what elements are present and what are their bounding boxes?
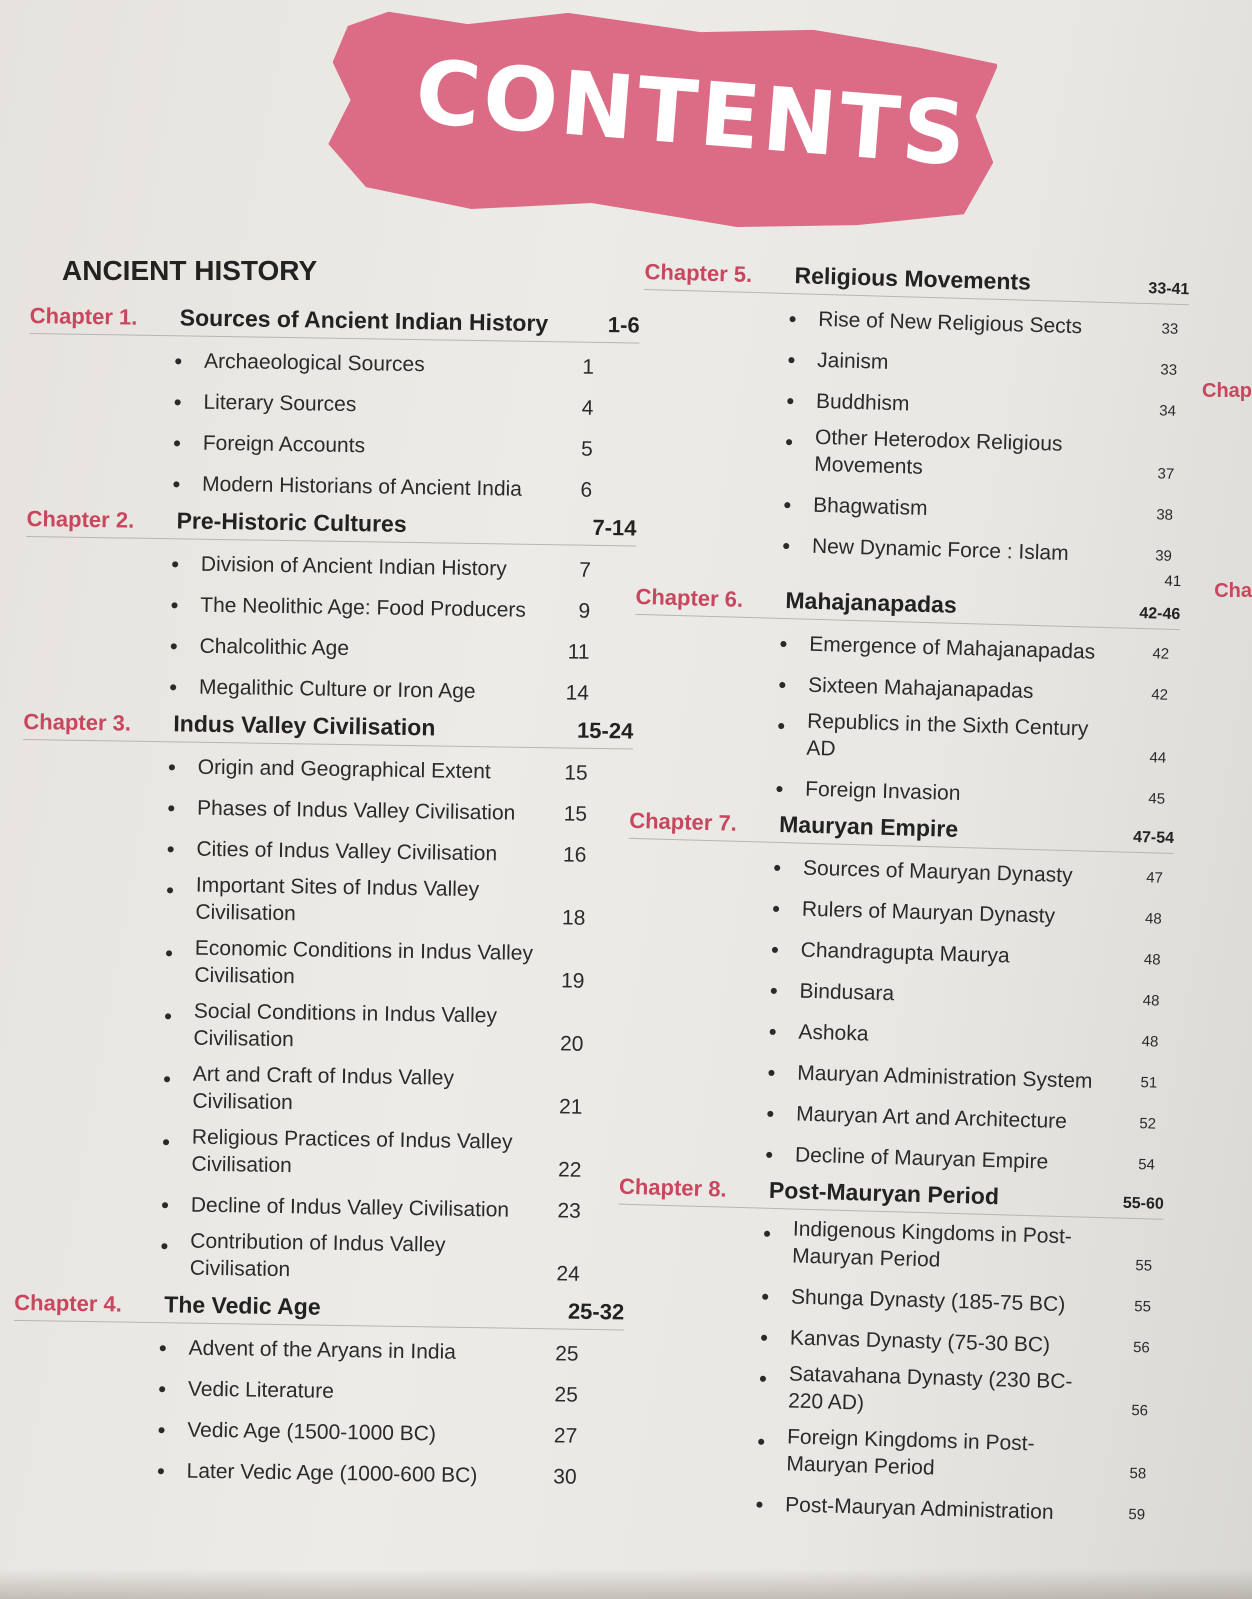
topic-page-number: 52 (1139, 1115, 1157, 1133)
chapter-number: Chapter 5. (644, 258, 753, 287)
topic-page-number: 4 (581, 396, 594, 420)
topic-item (760, 1278, 1162, 1320)
topic-item (788, 301, 1189, 343)
chapter-page-range: 15-24 (576, 717, 634, 744)
topic-list (620, 845, 1174, 1179)
topic-page-number: 55 (1133, 1298, 1152, 1316)
topic-item (784, 424, 1185, 488)
topic-title: Rulers of Mauryan Dynasty (801, 897, 1056, 928)
topic-item (762, 1216, 1163, 1280)
topic-item (157, 1371, 623, 1410)
topic-page-number: 23 (557, 1199, 581, 1223)
topic-page-number: 59 (1128, 1505, 1146, 1524)
topic-item (170, 587, 635, 626)
topic-title: Megalithic Culture or Iron Age (198, 675, 476, 704)
bullet-icon: ● (782, 495, 792, 513)
topic-page-number: 45 (1148, 790, 1166, 808)
topic-page-number: 18 (561, 906, 586, 930)
bullet-icon: ● (157, 1380, 167, 1397)
topic-title: Sixteen Mahajanapadas (807, 673, 1034, 704)
topic-title: Cities of Indus Valley Civilisation (196, 837, 498, 866)
topic-item (165, 872, 631, 933)
chapter-number: Chapter 2. (26, 505, 135, 533)
topic-title: Kanvas Dynasty (75-30 BC) (789, 1326, 1051, 1357)
topic-item (166, 831, 631, 870)
topic-title: Shunga Dynasty (185-75 BC) (790, 1285, 1066, 1317)
bullet-icon: ● (764, 1145, 774, 1162)
chapter-page-range: 33-41 (1148, 280, 1190, 299)
bullet-icon: ● (777, 675, 787, 693)
chapter-number: Chapter 3. (23, 708, 132, 736)
chapter-title: The Vedic Age (164, 1291, 321, 1320)
topic-page-number: 15 (564, 761, 588, 785)
bullet-icon: ● (161, 1133, 171, 1150)
page-title: CONTENTS (411, 40, 973, 187)
chapter-title: Pre-Historic Cultures (176, 507, 407, 537)
topic-title: Origin and Geographical Extent (197, 755, 491, 784)
bullet-icon: ● (775, 779, 784, 797)
bullet-icon: ● (781, 536, 791, 554)
chapter-title: Religious Movements (794, 262, 1032, 295)
bullet-icon: ● (768, 1022, 778, 1039)
topic-page-number: 9 (578, 599, 591, 623)
topic-title: New Dynamic Force : Islam (811, 534, 1069, 565)
topic-title: The Neolithic Age: Food Producers (200, 593, 527, 622)
topic-item (776, 708, 1177, 772)
topic-title: Contribution of Indus Valley Civilisation (189, 1229, 446, 1282)
topic-item (755, 1486, 1156, 1528)
chapter-number: Chapter 1. (29, 302, 138, 330)
topic-page-number: 1 (582, 355, 595, 379)
topic-title: Religious Practices of Indus Valley Civilisation (191, 1125, 513, 1178)
topic-title: Mauryan Art and Architecture (795, 1102, 1068, 1134)
topic-item (787, 342, 1188, 384)
topic-item (756, 1423, 1157, 1487)
bullet-icon: ● (160, 1237, 169, 1254)
chapter-number: Chapter 7. (628, 807, 738, 836)
topic-item (157, 1412, 622, 1451)
topic-item (758, 1360, 1159, 1424)
topic-page-number: 34 (1159, 402, 1177, 420)
topic-page-number: 42 (1152, 645, 1170, 663)
chapter-number: Chapter 8. (618, 1173, 727, 1202)
bullet-icon: ● (172, 434, 182, 451)
bullet-icon: ● (755, 1495, 764, 1512)
bullet-icon: ● (158, 1339, 168, 1356)
chapter-heading (26, 505, 636, 547)
topic-page-number: 25 (554, 1383, 579, 1407)
topic-page-number: 51 (1140, 1074, 1158, 1092)
topic-page-number: 14 (565, 681, 590, 705)
topic-page-number: 21 (558, 1095, 583, 1119)
page-shadow (0, 1569, 1252, 1599)
topic-list (11, 1327, 623, 1492)
topic-title: Modern Historians of Ancient India (201, 472, 523, 501)
topic-page-number: 16 (562, 843, 587, 867)
bullet-icon: ● (784, 432, 794, 450)
topic-title: Phases of Indus Valley Civilisation (196, 796, 516, 825)
topic-item (170, 546, 636, 585)
topic-title: Republics in the Sixth Century AD (806, 709, 1089, 761)
topic-title: Buddhism (815, 389, 910, 416)
topic-item (770, 932, 1171, 974)
topic-item (782, 487, 1184, 529)
topic-page-number: 6 (580, 478, 593, 502)
topic-item (768, 1014, 1169, 1056)
topic-list (630, 621, 1180, 813)
topic-title: Indigenous Kingdoms in Post-Mauryan Period (791, 1217, 1073, 1272)
left-column (11, 302, 640, 1501)
topic-title: Advent of the Aryans in India (188, 1336, 457, 1364)
bullet-icon: ● (166, 799, 176, 816)
bullet-icon: ● (759, 1328, 769, 1345)
bullet-icon: ● (162, 1070, 172, 1087)
chapter-title: Post-Mauryan Period (768, 1176, 1000, 1210)
topic-item (764, 1137, 1166, 1179)
chapter-title: Indus Valley Civilisation (173, 710, 436, 741)
topic-item (769, 973, 1170, 1015)
chapter-page-range: 55-60 (1122, 1194, 1165, 1213)
chapter-block (27, 302, 640, 505)
bullet-icon: ● (168, 678, 178, 695)
topic-title: Chalcolithic Age (199, 634, 350, 661)
chapter-block (15, 708, 634, 1289)
topic-page-number: 44 (1149, 749, 1167, 767)
chapter-title: Mahajanapadas (785, 587, 958, 618)
topic-title: Decline of Mauryan Empire (794, 1143, 1049, 1174)
topic-title: Art and Craft of Indus Valley Civilisation (192, 1062, 455, 1115)
topic-page-number: 30 (553, 1465, 577, 1489)
topic-page-number: 48 (1143, 951, 1161, 969)
chapter-page-range: 42-46 (1139, 604, 1181, 624)
topic-item (779, 626, 1180, 668)
topic-list (15, 746, 633, 1289)
topic-page-number: 48 (1141, 1033, 1159, 1051)
topic-page-number: 15 (563, 802, 588, 826)
topic-page-number: 24 (556, 1262, 580, 1286)
topic-item (173, 384, 638, 423)
bullet-icon: ● (785, 391, 795, 409)
topic-item (775, 771, 1176, 813)
chapter-number: Chapter 4. (14, 1289, 123, 1317)
topic-list (27, 340, 639, 505)
topic-page-number: 47 (1145, 869, 1164, 887)
bullet-icon: ● (170, 555, 180, 572)
topic-page-number: 56 (1131, 1402, 1149, 1420)
topic-item (785, 383, 1187, 425)
bullet-icon: ● (771, 899, 781, 917)
bullet-icon: ● (760, 1287, 770, 1304)
topic-page-number: 55 (1135, 1257, 1153, 1275)
topic-title: Chandragupta Maurya (800, 938, 1010, 968)
next-page-edge-label: Cha (1214, 580, 1252, 602)
topic-title: Archaeological Sources (203, 349, 425, 377)
bullet-icon: ● (163, 1007, 173, 1024)
topic-page-number: 38 (1156, 506, 1174, 524)
next-page-edge-label: Chap (1202, 380, 1252, 402)
chapter-page-range: 7-14 (592, 514, 637, 541)
chapter-block (610, 1173, 1164, 1529)
topic-page-number: 27 (553, 1424, 578, 1448)
topic-item (767, 1055, 1168, 1097)
topic-page-number: 39 (1154, 547, 1173, 565)
bullet-icon: ● (788, 310, 798, 327)
topic-title: Ashoka (798, 1020, 869, 1046)
bullet-icon: ● (166, 840, 176, 857)
chapter-block (11, 1289, 624, 1492)
topic-item (777, 667, 1179, 709)
bullet-icon: ● (772, 858, 782, 876)
topic-item (166, 790, 632, 829)
topic-page-number: 33 (1161, 320, 1179, 338)
topic-title: Foreign Accounts (202, 431, 366, 458)
topic-title: Vedic Age (1500-1000 BC) (187, 1418, 437, 1446)
topic-title: Mauryan Administration System (796, 1061, 1093, 1093)
topic-list (24, 543, 636, 708)
topic-page-number: 11 (567, 640, 590, 664)
bullet-icon: ● (758, 1369, 768, 1386)
topic-page-number: 48 (1144, 910, 1162, 928)
topic-title: Decline of Indus Valley Civilisation (190, 1193, 510, 1222)
bullet-icon: ● (767, 1063, 777, 1080)
bullet-icon: ● (173, 352, 183, 369)
right-column (607, 258, 1190, 1538)
bullet-icon: ● (157, 1421, 166, 1438)
bullet-icon: ● (170, 596, 179, 613)
topic-page-number: 7 (578, 558, 592, 582)
topic-item (771, 891, 1173, 933)
topic-title: Foreign Invasion (804, 777, 961, 806)
chapter-page-range: 25-32 (567, 1298, 625, 1325)
bullet-icon: ● (156, 1462, 166, 1479)
bullet-icon: ● (167, 758, 177, 775)
bullet-icon: ● (770, 940, 780, 958)
topic-page-number: 58 (1129, 1465, 1147, 1483)
bullet-icon: ● (769, 981, 779, 998)
topic-item (169, 628, 634, 667)
bullet-icon: ● (779, 634, 788, 652)
topic-item (172, 425, 638, 464)
bullet-icon: ● (164, 944, 174, 961)
chapter-block (636, 258, 1190, 590)
topic-page-number: 48 (1142, 992, 1160, 1010)
topic-page-number: 42 (1151, 686, 1169, 704)
topic-page-number: 5 (580, 437, 593, 461)
topic-title: Bindusara (799, 979, 895, 1006)
bullet-icon: ● (756, 1432, 766, 1449)
topic-title: Literary Sources (203, 390, 357, 417)
topic-page-number: 22 (557, 1158, 582, 1182)
topic-title: Satavahana Dynasty (230 BC- 220 AD) (787, 1362, 1073, 1415)
chapter-heading (29, 302, 639, 344)
bullet-icon: ● (762, 1224, 772, 1241)
topic-title: Emergence of Mahajanapadas (808, 632, 1096, 664)
topic-title: Economic Conditions in Indus Valley Civilisation (194, 936, 534, 989)
topic-title: Vedic Literature (187, 1377, 335, 1403)
chapter-block (630, 583, 1181, 813)
bullet-icon: ● (160, 1196, 170, 1213)
topic-item (160, 1228, 626, 1289)
topic-title: Other Heterodox Religious Movements (813, 425, 1063, 479)
chapter-heading (23, 708, 633, 750)
topic-title: Division of Ancient Indian History (200, 552, 507, 581)
topic-title: Social Conditions in Indus Valley Civilisation (193, 999, 498, 1052)
topic-page-number: 19 (560, 969, 585, 993)
topic-item (759, 1319, 1161, 1361)
topic-list (637, 296, 1189, 570)
topic-item (161, 1124, 627, 1185)
topic-title: Foreign Kingdoms in Post-Mauryan Period (786, 1425, 1035, 1480)
chapter-title: Mauryan Empire (778, 810, 959, 842)
chapter-block (620, 807, 1175, 1179)
topic-title: Bhagwatism (812, 493, 928, 520)
topic-title: Later Vedic Age (1000-600 BC) (186, 1459, 478, 1488)
topic-item (765, 1096, 1167, 1138)
topic-item (168, 669, 634, 708)
section-title: ANCIENT HISTORY (62, 255, 318, 286)
chapter-block (24, 505, 637, 708)
bullet-icon: ● (776, 716, 786, 734)
bullet-icon: ● (172, 475, 181, 492)
chapter-title: Sources of Ancient Indian History (179, 304, 549, 337)
chapter-page-range: 47-54 (1132, 828, 1175, 847)
topic-item (173, 343, 639, 382)
bullet-icon: ● (787, 351, 796, 368)
topic-item (163, 998, 629, 1059)
bullet-icon: ● (765, 1104, 775, 1121)
topic-list (610, 1211, 1163, 1529)
topic-item (164, 935, 630, 996)
chapter-page-range: 1-6 (607, 312, 640, 338)
topic-page-number: 25 (555, 1342, 579, 1366)
topic-item (162, 1061, 628, 1122)
topic-title: Jainism (816, 348, 889, 374)
topic-title: Rise of New Religious Sects (818, 307, 1083, 339)
topic-title: Sources of Mauryan Dynasty (802, 856, 1073, 888)
topic-page-number: 37 (1157, 465, 1175, 483)
bullet-icon: ● (169, 637, 179, 654)
bullet-icon: ● (165, 881, 175, 898)
topic-page-number: 56 (1132, 1339, 1150, 1357)
bullet-icon: ● (173, 393, 183, 410)
topic-item (156, 1453, 621, 1492)
topic-title: Post-Mauryan Administration (784, 1493, 1054, 1524)
topic-item (772, 850, 1174, 892)
extra-page-number: 41 (1164, 572, 1182, 591)
topic-item (172, 466, 637, 505)
topic-page-number: 20 (559, 1032, 584, 1056)
topic-page-number: 54 (1137, 1156, 1156, 1174)
chapter-number: Chapter 6. (635, 583, 744, 612)
chapter-heading (14, 1289, 624, 1331)
topic-item (158, 1330, 623, 1369)
topic-item (160, 1187, 626, 1226)
topic-item (167, 749, 633, 788)
topic-title: Important Sites of Indus Valley Civilisation (195, 873, 480, 926)
topic-page-number: 33 (1160, 361, 1178, 379)
